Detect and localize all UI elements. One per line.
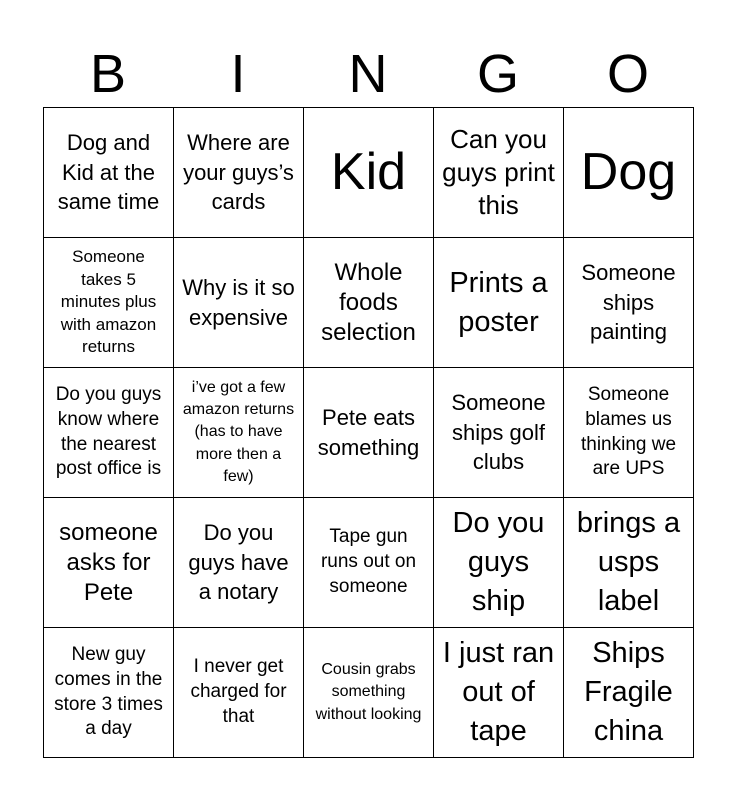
bingo-cell-text: Dog and Kid at the same time [57,130,160,215]
bingo-cell-text: Where are your guys’s cards [183,130,294,215]
bingo-cell[interactable] [434,498,564,628]
bingo-cell[interactable] [174,498,304,628]
bingo-cell-text: Kid [330,142,407,201]
bingo-cell[interactable] [434,628,564,758]
header-letter-g: G [476,44,519,104]
header-letter-b: B [89,44,127,104]
bingo-cell[interactable] [434,108,564,238]
bingo-cell-text: someone asks for Pete [59,518,158,606]
bingo-cell-text: Pete eats something [317,405,420,460]
bingo-cell[interactable] [174,628,304,758]
bingo-cell-text: Why is it so expensive [182,275,295,330]
bingo-cell[interactable] [44,498,174,628]
bingo-cell[interactable] [304,238,434,368]
bingo-cell[interactable] [304,628,434,758]
bingo-cell-text: Someone blames us thinking we are UPS [580,384,677,480]
bingo-cell[interactable] [174,368,304,498]
bingo-cell[interactable] [564,108,694,238]
bingo-cell-text: Someone takes 5 minutes plus with amazon returns [60,247,157,357]
bingo-cell[interactable] [564,368,694,498]
header-letter-o: O [606,44,649,104]
bingo-header [43,40,693,108]
bingo-cell-text: Do you guys have a notary [188,520,289,605]
bingo-cell[interactable] [174,238,304,368]
header-letter-i: I [230,44,246,104]
bingo-cell[interactable] [564,628,694,758]
bingo-cell[interactable] [304,368,434,498]
bingo-cell-text: I never get charged for that [190,656,287,727]
bingo-cell-text: Tape gun runs out on someone [320,526,417,597]
bingo-cell[interactable] [44,238,174,368]
bingo-cell-text: Dog [580,142,677,201]
bingo-cell-text: Someone ships golf clubs [451,390,546,475]
bingo-cell-text: Do you guys know where the nearest post office is [55,384,162,480]
bingo-cell-text: i’ve got a few amazon returns (has to have more then a few) [182,379,295,485]
bingo-cell[interactable] [304,498,434,628]
bingo-cell-text: Someone ships painting [581,260,676,345]
header-letter-n: N [348,44,388,104]
bingo-cell-text: Whole foods selection [321,258,416,346]
bingo-cell-text: Can you guys print this [442,123,555,221]
bingo-cell[interactable] [434,238,564,368]
bingo-board [43,107,694,758]
bingo-cell[interactable] [304,108,434,238]
bingo-cell-text: I just ran out of tape [442,637,555,747]
bingo-cell-text: Prints a poster [449,266,548,338]
bingo-cell[interactable] [564,498,694,628]
bingo-cell-text: Do you guys ship [452,507,545,617]
bingo-cell-text: Ships Fragile china [584,637,673,747]
bingo-cell-text: New guy comes in the store 3 times a day [54,644,163,740]
bingo-cell[interactable] [434,368,564,498]
bingo-cell-text: brings a usps label [576,507,681,617]
bingo-cell[interactable] [564,238,694,368]
bingo-cell[interactable] [44,108,174,238]
bingo-cell[interactable] [44,628,174,758]
bingo-cell[interactable] [44,368,174,498]
bingo-cell-text: Cousin grabs something without looking [315,661,422,723]
bingo-cell[interactable] [174,108,304,238]
